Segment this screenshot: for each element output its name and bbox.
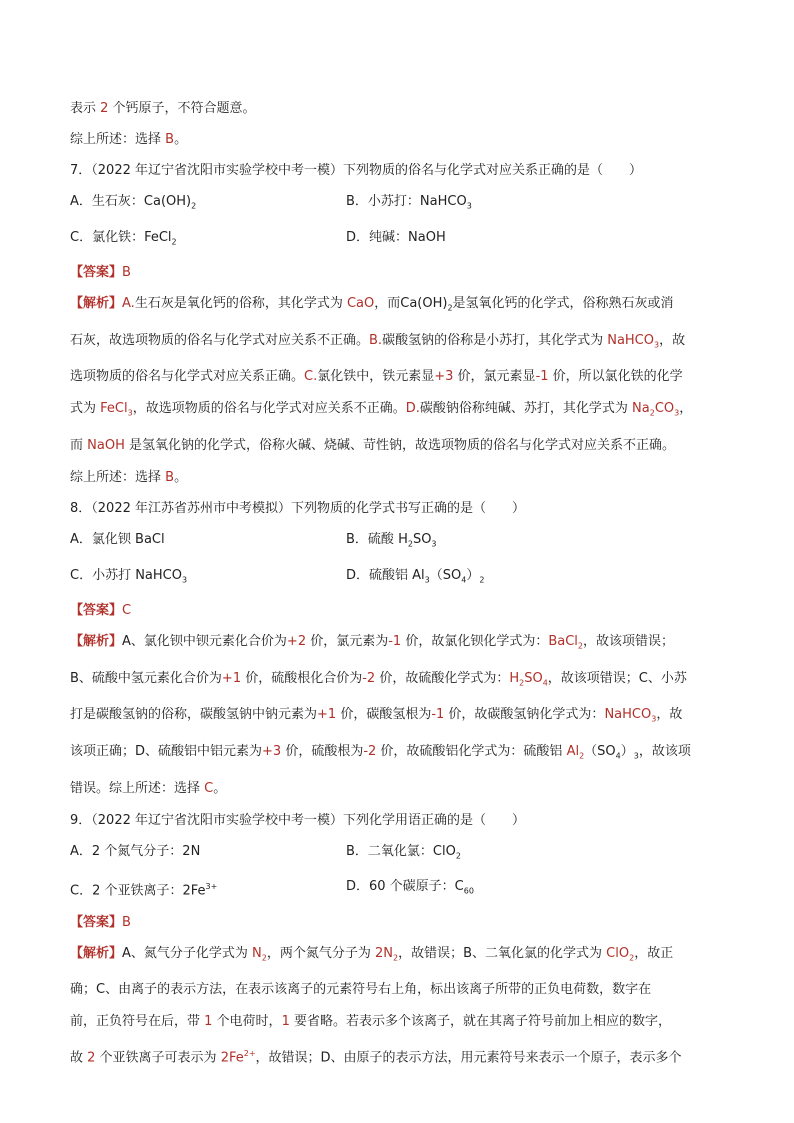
question-8-stem: 8．（2022 年江苏省苏州市中考模拟）下列物质的化学式书写正确的是（ ） <box>70 500 525 516</box>
question-7-options-2 <box>70 227 734 254</box>
explanation: 【解析】A.生石灰是氧化钙的俗称，其化学式为 CaO，而$Ca(OH)_2$是氢氧化钙的化学式，俗称熟石灰或消 石灰，故选项物质的俗名与化学式对应关系不正确。B.碳酸氢钠的俗称是小苏打，其化学式为 NaHCO$_3$，故 选项物质的俗名与化学式对应关系正确。C.氯化铁中，铁元素显+3 价，氯元素显-1 价，所以氯化铁的化学 式为 FeCl$_3$，故选项物质的俗名与化学式对应关系不正确。D.碳酸钠俗称纯碱、苏打，其化学式为 $Na_2CO_3$， 而 NaOH 是氢氧化钠的化学式，俗称火碱、烧碱、苛性钠，故选项物质的俗名与化学式对应关系不正确。 <box>70 296 693 453</box>
summary-line: 综上所述：选择 B。 <box>70 469 188 485</box>
option-c: C．2 个亚铁离子：$2Fe^{3+}$ <box>70 882 218 899</box>
option-a: A．氯化钡 BaCl <box>70 531 165 547</box>
option-c: C．小苏打 NaHCO$_3$ <box>70 567 188 585</box>
question-7-stem: 7．（2022 年辽宁省沈阳市实验学校中考一模）下列物质的俗名与化学式对应关系正确的是（ ） <box>70 163 642 178</box>
answer-line: 【答案】C <box>70 603 132 619</box>
question-8-options-2 <box>70 565 734 592</box>
answer-line: 【答案】B <box>70 914 131 930</box>
option-d: D．60 个碳原子：$C_{60}$ <box>346 879 474 896</box>
option-d: D．硫酸铝 $Al_3(SO_4)_2$ <box>346 567 485 585</box>
summary-line: 综上所述：选择 B。 <box>70 132 188 147</box>
option-c: C．氯化铁：FeCl$_2$ <box>70 229 177 247</box>
option-b: B．二氧化氯：ClO$_2$ <box>346 843 461 861</box>
option-a: A．2 个氮气分子：2N <box>70 843 201 859</box>
option-a: A．生石灰：$Ca(OH)_2$ <box>70 194 197 211</box>
question-9-options-2 <box>70 876 734 903</box>
answer-line: 【答案】B <box>70 265 131 281</box>
question-9-options <box>70 841 734 868</box>
option-b: B．硫酸 $H_2SO_3$ <box>346 531 437 549</box>
explanation: 【解析】A、氮气分子化学式为 $N_2$，两个氮气分子为 $2N_2$，故错误；B、二氧化氯的化学式为 ClO$_2$，故正 确；C、由离子的表示方法，在表示该离子的元素符号右上角，标出该离子所带的正负电荷数，数字在 前，正负符号在后，带 1 个电荷时，1 要省略。若表示多个该离子，就在其离子符号前加上相应的数字， 故 2 个亚铁离子可表示为 $2Fe^{2+}$，故错误；D、由原子的表示方法，用元素符号来表示一个原子，表示多个 <box>70 945 682 1066</box>
text-line: 表示 2 个钙原子，不符合题意。 <box>70 101 256 116</box>
option-d: D．纯碱：NaOH <box>346 229 446 245</box>
question-7-options <box>70 191 734 218</box>
explanation: 【解析】A、氯化钡中钡元素化合价为+2 价，氯元素为-1 价，故氯化钡化学式为：BaCl$_2$，故该项错误； B、硫酸中氢元素化合价为+1 价，硫酸根化合价为-2 价，故硫酸化学式为：$H_2SO_4$，故该项错误；C、小苏 打是碳酸氢钠的俗称，碳酸氢钠中钠元素为+1 价，碳酸氢根为-1 价，故碳酸氢钠化学式为：NaHCO$_3$，故 该项正确；D、硫酸铝中铝元素为+3 价，硫酸根为-2 价，故硫酸铝化学式为：硫酸铝 $Al_2(SO_4)_3$，故该项 错误。综上所述：选择 C。 <box>70 634 691 796</box>
question-9-stem: 9．（2022 年辽宁省沈阳市实验学校中考一模）下列化学用语正确的是（ ） <box>70 812 525 828</box>
option-b: B．小苏打：NaHCO$_3$ <box>346 194 472 211</box>
question-8-options <box>70 529 734 556</box>
